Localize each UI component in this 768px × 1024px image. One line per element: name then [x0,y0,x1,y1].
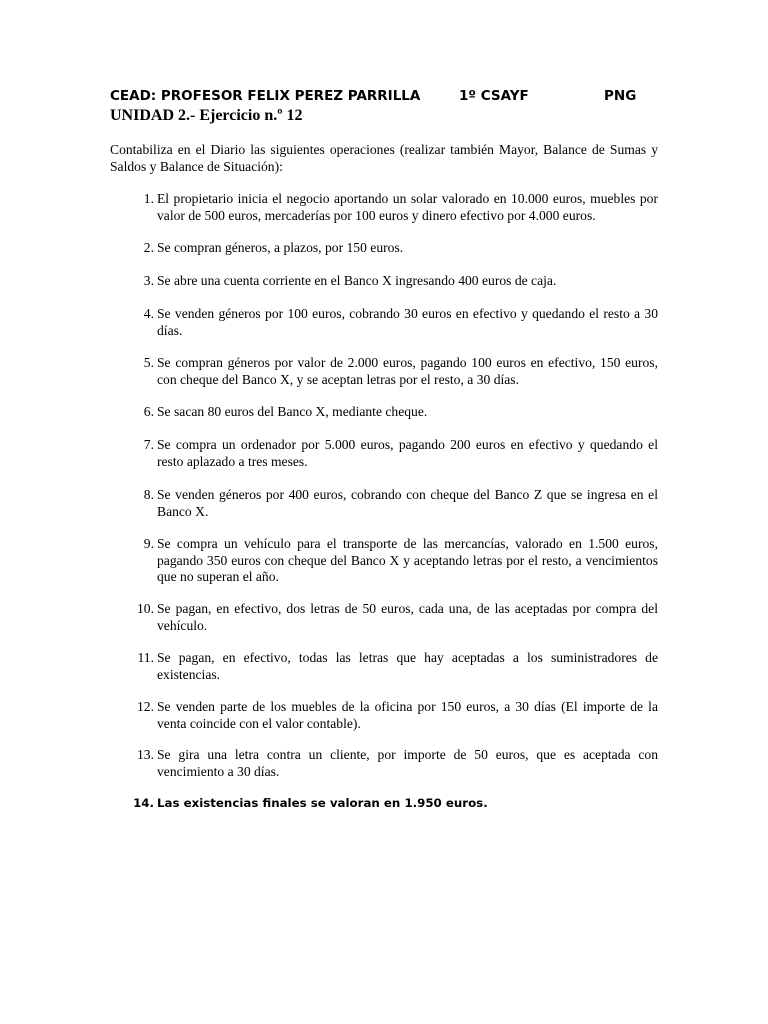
item-number: 5. [143,355,154,370]
item-text: Se compra un ordenador por 5.000 euros, pagando 200 euros en efectivo y quedando el resto aplazado a tres meses. [157,437,658,469]
item-number: 12. [137,699,154,714]
list-item [130,601,658,634]
list-item [130,306,658,339]
item-text: Se venden géneros por 400 euros, cobrando con cheque del Banco Z que se ingresa en el Banco X. [157,487,658,519]
item-number: 10. [137,601,154,616]
item-text: Se sacan 80 euros del Banco X, mediante cheque. [157,404,428,419]
list-item [130,650,658,683]
list-item [130,437,658,470]
header-subject: PNG [604,88,637,104]
item-text: Se venden parte de los muebles de la oficina por 150 euros, a 30 días (El importe de la venta coincide con el valor contable). [157,699,658,731]
list-item [130,536,658,586]
list-item [130,699,658,732]
item-number: 14. [133,796,154,810]
list-item [130,191,658,224]
item-text: Se gira una letra contra un cliente, por importe de 50 euros, que es aceptada con vencimiento a 30 días. [157,747,658,779]
item-text: Las existencias finales se valoran en 1.950 euros. [157,796,488,810]
item-text: Se compra un vehículo para el transporte de las mercancías, valorado en 1.500 euros, pagando 350 euros con cheque del Banco X y aceptando letras por el resto, a vencimientos que no superan el año. [157,536,658,584]
item-text: Se abre una cuenta corriente en el Banco X ingresando 400 euros de caja. [157,273,557,288]
list-item [130,795,658,812]
item-number: 6. [143,404,154,419]
item-number: 13. [137,747,154,762]
item-number: 3. [143,273,154,288]
item-text: Se venden géneros por 100 euros, cobrando 30 euros en efectivo y quedando el resto a 30 días. [157,306,658,338]
item-text: El propietario inicia el negocio aportando un solar valorado en 10.000 euros, muebles por valor de 500 euros, mercaderías por 100 euros y dinero efectivo por 4.000 euros. [157,191,658,223]
item-text: Se compran géneros por valor de 2.000 euros, pagando 100 euros en efectivo, 150 euros, con cheque del Banco X, y se aceptan letras por el resto, a 30 días. [157,355,658,387]
unit-title: UNIDAD 2.- Ejercicio n.º 12 [110,107,303,124]
item-number: 2. [143,240,154,255]
item-number: 1. [143,191,154,206]
list-item [130,747,658,780]
item-number: 7. [143,437,154,452]
item-number: 9. [143,536,154,551]
item-text: Se compran géneros, a plazos, por 150 euros. [157,240,404,255]
list-item [130,487,658,520]
item-number: 8. [143,487,154,502]
header-teacher: CEAD: PROFESOR FELIX PEREZ PARRILLA [110,88,421,104]
item-number: 4. [143,306,154,321]
item-number: 11. [137,650,154,665]
list-item [130,273,658,290]
list-item [130,404,658,421]
intro-paragraph: Contabiliza en el Diario las siguientes operaciones (realizar también Mayor, Balance de Sumas y Saldos y Balance de Situación): [110,142,658,174]
item-text: Se pagan, en efectivo, dos letras de 50 euros, cada una, de las aceptadas por compra del vehículo. [157,601,658,633]
item-text: Se pagan, en efectivo, todas las letras que hay aceptadas a los suministradores de existencias. [157,650,658,682]
header-course: 1º CSAYF [459,88,529,104]
list-item [130,240,658,257]
list-item [130,355,658,388]
